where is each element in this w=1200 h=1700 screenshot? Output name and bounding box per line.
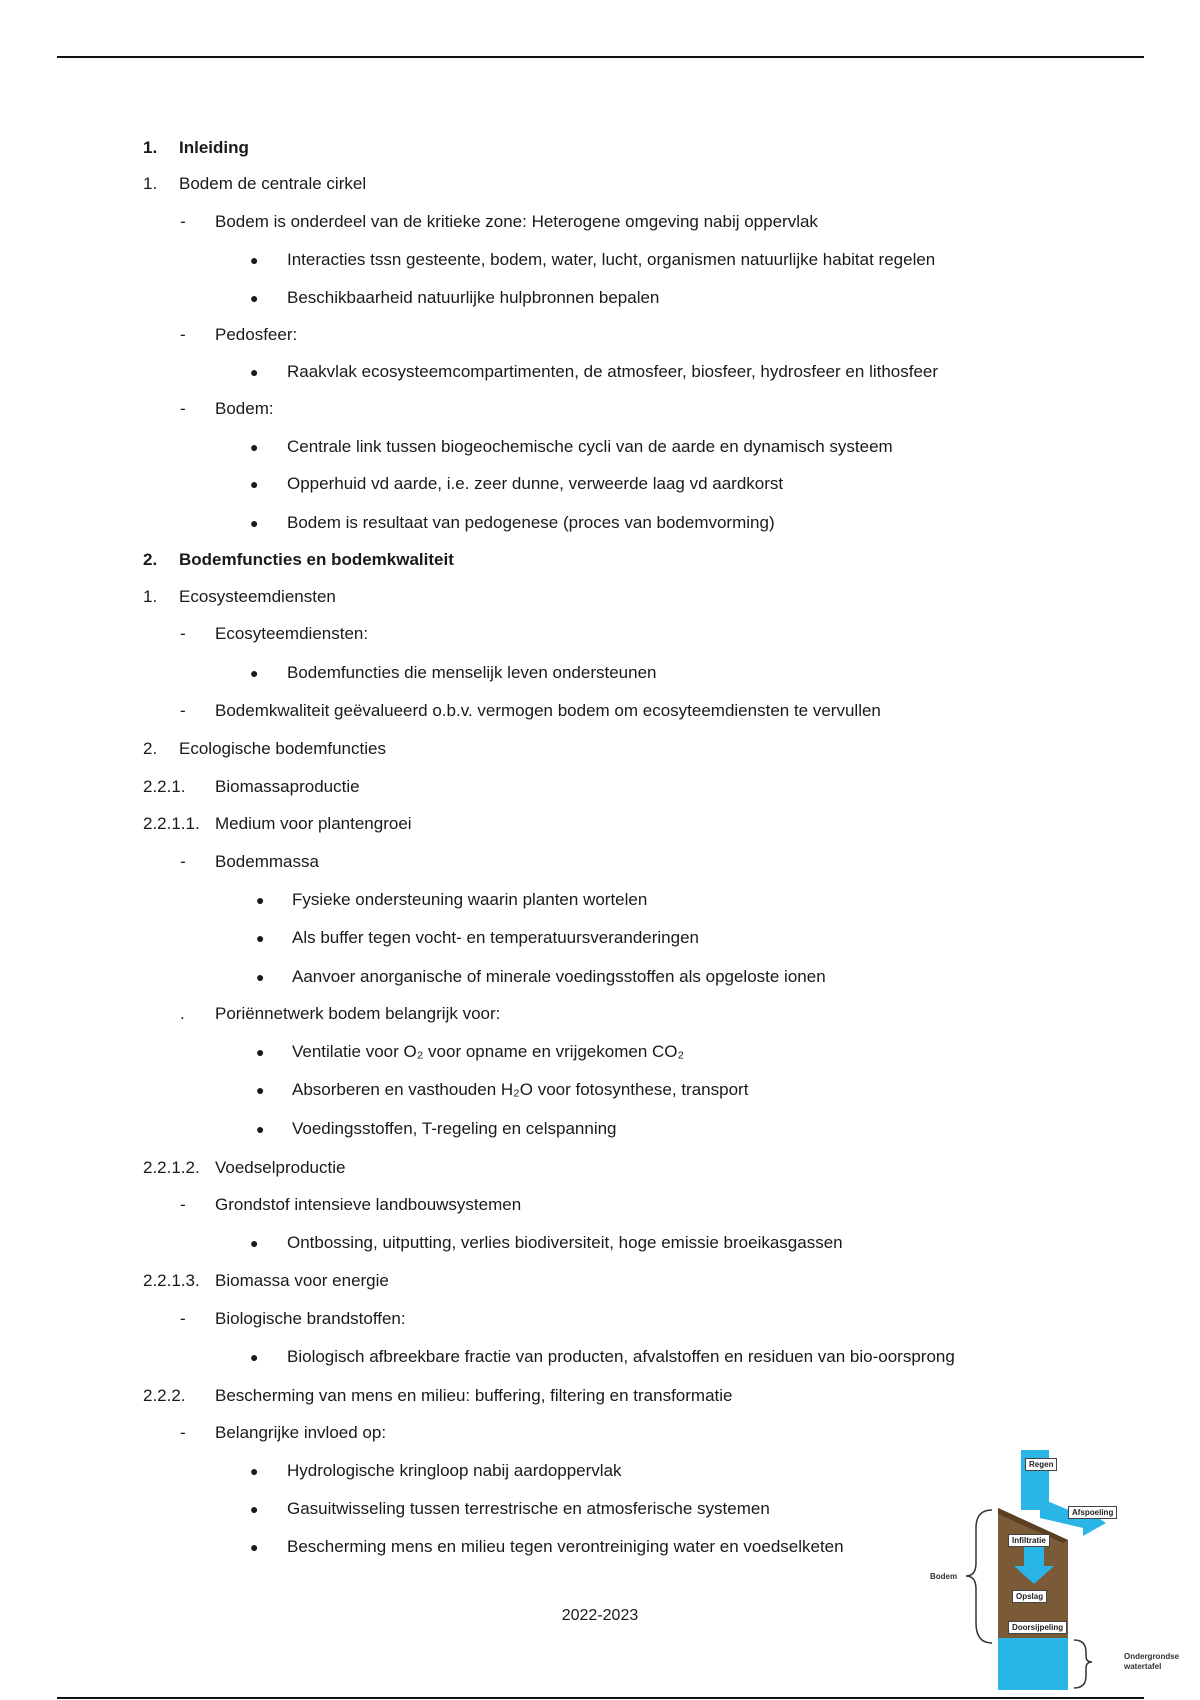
bullet-icon: ● <box>250 1463 259 1479</box>
dash-item-text: Belangrijke invloed op: <box>215 1423 387 1442</box>
footer-year: 2022-2023 <box>561 1607 639 1624</box>
bullet-item-text: Voedingsstoffen, T-regeling en celspanning <box>292 1119 617 1138</box>
section-number: 2. <box>143 550 158 569</box>
dash-marker: . <box>180 1004 185 1023</box>
dash-item-text: Ecosyteemdiensten: <box>215 624 369 643</box>
bullet-icon: ● <box>250 515 259 531</box>
dash-item-text: Poriënnetwerk bodem belangrijk voor: <box>215 1004 501 1023</box>
bullet-icon: ● <box>250 1235 259 1251</box>
footer-rule <box>57 1697 1144 1699</box>
label-regen: Regen <box>1025 1458 1057 1471</box>
section-number: 2. <box>143 739 158 758</box>
dash-item-text: Bodem: <box>215 399 274 418</box>
bullet-item-text: Gasuitwisseling tussen terrestrische en atmosferische systemen <box>287 1499 770 1518</box>
bullet-item-text: Ventilatie voor O₂ voor opname en vrijgekomen CO₂ <box>292 1042 685 1061</box>
section-number: 1. <box>143 587 158 606</box>
bullet-icon: ● <box>250 476 259 492</box>
dash-item-text: Bodem is onderdeel van de kritieke zone: Heterogene omgeving nabij oppervlak <box>215 212 818 231</box>
bullet-icon: ● <box>256 892 265 908</box>
bullet-item-text: Opperhuid vd aarde, i.e. zeer dunne, verweerde laag vd aardkorst <box>287 474 784 493</box>
bullet-item-text: Interacties tssn gesteente, bodem, water, lucht, organismen natuurlijke habitat regelen <box>287 250 936 269</box>
dash-marker: - <box>180 1423 186 1442</box>
dash-marker: - <box>180 399 186 418</box>
dash-marker: - <box>180 1309 186 1328</box>
dash-marker: - <box>180 325 186 344</box>
bullet-item-text: Fysieke ondersteuning waarin planten wortelen <box>292 890 648 909</box>
bullet-icon: ● <box>250 439 259 455</box>
groundwater <box>998 1638 1068 1690</box>
label-bodem: Bodem <box>930 1572 958 1581</box>
subsection-title: Bescherming van mens en milieu: buffering, filtering en transformatie <box>215 1386 733 1405</box>
dash-marker: - <box>180 1195 186 1214</box>
bullet-icon: ● <box>256 1121 265 1137</box>
dash-item-text: Bodemkwaliteit geëvalueerd o.b.v. vermogen bodem om ecosyteemdiensten te vervullen <box>215 701 881 720</box>
bullet-item-text: Bodemfuncties die menselijk leven ondersteunen <box>287 663 657 682</box>
bullet-icon: ● <box>256 969 265 985</box>
dash-item-text: Bodemmassa <box>215 852 319 871</box>
label-doorsijpeling: Doorsijpeling <box>1008 1621 1067 1634</box>
bullet-icon: ● <box>256 1044 265 1060</box>
section-number: 1. <box>143 174 158 193</box>
bullet-item-text: Raakvlak ecosysteemcompartimenten, de atmosfeer, biosfeer, hydrosfeer en lithosfeer <box>287 362 939 381</box>
bullet-icon: ● <box>250 364 259 380</box>
bullet-icon: ● <box>256 1082 265 1098</box>
bodem-brace <box>966 1510 992 1643</box>
label-grondwater-2: watertafel <box>1124 1662 1162 1671</box>
bullet-icon: ● <box>250 1539 259 1555</box>
dash-marker: - <box>180 212 186 231</box>
bullet-icon: ● <box>250 252 259 268</box>
bullet-icon: ● <box>250 290 259 306</box>
section-heading: Bodemfuncties en bodemkwaliteit <box>179 550 454 569</box>
section-number: 1. <box>143 138 158 157</box>
subsection-title: Ecologische bodemfuncties <box>179 739 386 758</box>
header-rule <box>57 56 1144 58</box>
subsection-title: Ecosysteemdiensten <box>179 587 336 606</box>
dash-item-text: Grondstof intensieve landbouwsystemen <box>215 1195 522 1214</box>
subsection-title: Bodem de centrale cirkel <box>179 174 367 193</box>
subsection-title: Biomassaproductie <box>215 777 360 796</box>
subsection-title: Biomassa voor energie <box>215 1271 389 1290</box>
label-infiltratie: Infiltratie <box>1008 1534 1050 1547</box>
bullet-item-text: Bodem is resultaat van pedogenese (proces van bodemvorming) <box>287 513 775 532</box>
bullet-icon: ● <box>250 665 259 681</box>
bullet-item-text: Aanvoer anorganische of minerale voedingsstoffen als opgeloste ionen <box>292 967 826 986</box>
bullet-icon: ● <box>250 1349 259 1365</box>
dash-marker: - <box>180 852 186 871</box>
bullet-item-text: Hydrologische kringloop nabij aardoppervlak <box>287 1461 622 1480</box>
bullet-item-text: Biologisch afbreekbare fractie van producten, afvalstoffen en residuen van bio-oorsprong <box>287 1347 955 1366</box>
bullet-icon: ● <box>250 1501 259 1517</box>
subsection-title: Medium voor plantengroei <box>215 814 412 833</box>
label-grondwater-1: Ondergrondse <box>1124 1652 1180 1661</box>
dash-item-text: Biologische brandstoffen: <box>215 1309 406 1328</box>
bullet-item-text: Ontbossing, uitputting, verlies biodiversiteit, hoge emissie broeikasgassen <box>287 1233 843 1252</box>
bullet-icon: ● <box>256 930 265 946</box>
bullet-item-text: Bescherming mens en milieu tegen verontreiniging water en voedselketen <box>287 1537 844 1556</box>
groundwater-brace <box>1074 1640 1092 1688</box>
bullet-item-text: Beschikbaarheid natuurlijke hulpbronnen bepalen <box>287 288 660 307</box>
section-number: 2.2.2. <box>143 1386 186 1405</box>
dash-item-text: Pedosfeer: <box>215 325 298 344</box>
section-number: 2.2.1.3. <box>143 1271 200 1290</box>
label-opslag: Opslag <box>1012 1590 1047 1603</box>
dash-marker: - <box>180 624 186 643</box>
section-number: 2.2.1.1. <box>143 814 200 833</box>
label-afspoeling: Afspoeling <box>1068 1506 1117 1519</box>
section-number: 2.2.1. <box>143 777 186 796</box>
soil-water-diagram <box>928 1448 1188 1693</box>
bullet-item-text: Centrale link tussen biogeochemische cycli van de aarde en dynamisch systeem <box>287 437 893 456</box>
bullet-item-text: Absorberen en vasthouden H₂O voor fotosynthese, transport <box>292 1080 749 1099</box>
bullet-item-text: Als buffer tegen vocht- en temperatuursveranderingen <box>292 928 699 947</box>
section-heading: Inleiding <box>179 138 249 157</box>
section-number: 2.2.1.2. <box>143 1158 200 1177</box>
dash-marker: - <box>180 701 186 720</box>
subsection-title: Voedselproductie <box>215 1158 346 1177</box>
